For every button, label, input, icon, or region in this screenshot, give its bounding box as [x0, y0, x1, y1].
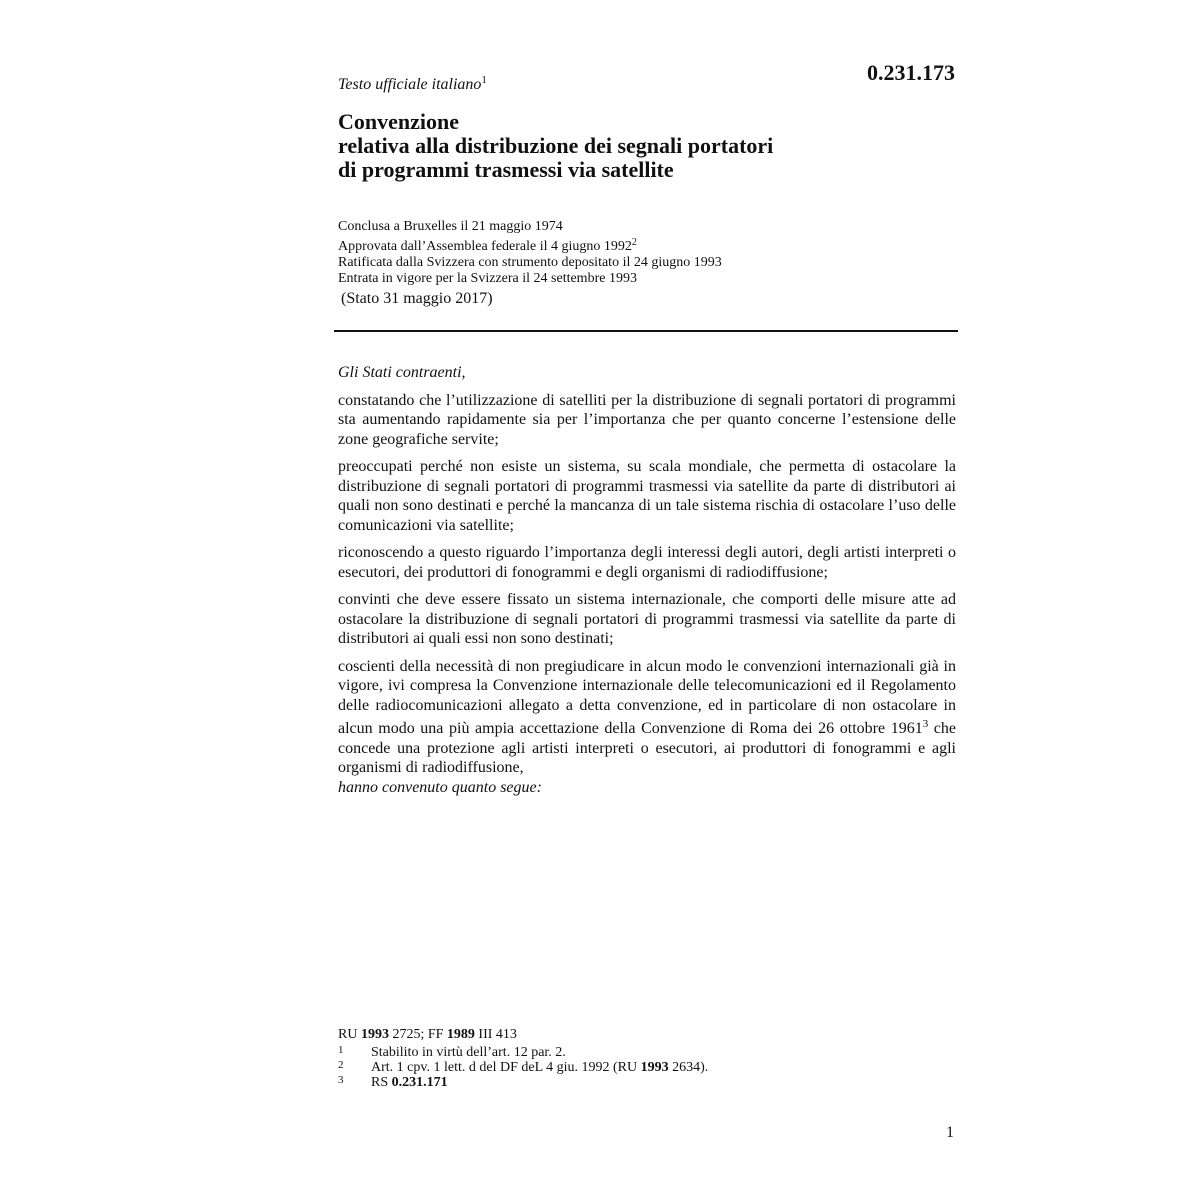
meta-concluded: Conclusa a Bruxelles il 21 maggio 1974 — [338, 219, 563, 234]
ref-ff-year: 1989 — [446, 1027, 475, 1042]
paragraph-5-part-b: che concede una protezione agli artisti interpreti o esecutori, ai produttori di fonogrammi e agli organismi di radiodiffusione, — [338, 720, 957, 776]
document-metadata — [338, 219, 722, 287]
footnote-number: 1 — [338, 1044, 344, 1056]
header-label — [338, 74, 487, 94]
meta-ratified: Ratificata dalla Svizzera con strumento depositato il 24 giugno 1993 — [338, 255, 722, 270]
ref-ru-rest: 2725; FF — [388, 1027, 447, 1042]
footnote-text-a: Art. 1 cpv. 1 lett. d del DF deL 4 giu. 1992 (RU — [371, 1060, 641, 1075]
preamble-paragraph-4: convinti che deve essere fissato un sistema internazionale, che comporti delle misure atte ad ostacolare la distribuzione di segnali portatori di programmi trasmessi via satellite da parte di distributori ai quali essi non sono destinati; — [338, 591, 956, 647]
ref-ru-year: 1993 — [360, 1027, 389, 1042]
footnote-ref-1: 1 — [481, 74, 487, 86]
footnote-number: 2 — [338, 1059, 344, 1071]
official-references — [338, 1027, 708, 1042]
title-line-1: Convenzione — [338, 109, 459, 134]
preamble-closing: hanno convenuto quanto segue: — [338, 778, 542, 796]
preamble-intro: Gli Stati contraenti, — [338, 364, 466, 381]
title-line-2: relativa alla distribuzione dei segnali portatori — [338, 133, 774, 158]
footnote-2 — [338, 1060, 708, 1075]
footnote-1 — [338, 1045, 708, 1060]
meta-approved — [338, 235, 722, 255]
footnote-text — [371, 1060, 708, 1075]
document-title — [338, 110, 773, 182]
ref-ru-label: RU — [338, 1027, 361, 1042]
footnote-text-bold: 0.231.171 — [391, 1075, 448, 1090]
preamble-paragraph-2: preoccupati perché non esiste un sistema, su scala mondiale, che permetta di ostacolare la distribuzione di segnali portatori di programmi trasmessi via satellite da parte di distributori ai quali non sono destinati e perché la mancanza di un tale sistema rischia di ostacolare l’uso delle comunicazioni via satellite; — [338, 458, 956, 534]
title-line-3: di programmi trasmessi via satellite — [338, 157, 674, 182]
status-date: (Stato 31 maggio 2017) — [341, 290, 493, 307]
meta-approved-text: Approvata dall’Assemblea federale il 4 giugno 1992 — [338, 239, 632, 254]
ref-ff-rest: III 413 — [474, 1027, 517, 1042]
preamble-paragraph-3: riconoscendo a questo riguardo l’importanza degli interessi degli autori, degli artisti interpreti o esecutori, dei produttori di fonogrammi e degli organismi di radiodiffusione; — [338, 544, 956, 581]
paragraph-5-part-a: coscienti della necessità di non pregiudicare in alcun modo le convenzioni internazionali già in vigore, ivi compresa la Convenzione internazionale delle telecomunicazioni ed il Regolamento delle radiocomunicazioni allegato a detta convenzione, ed in particolare di non ostacolare in alcun modo una più ampia accettazione della Convenzione di Roma dei 26 ottobre 1961 — [338, 657, 956, 737]
preamble-paragraph-1: constatando che l’utilizzazione di satelliti per la distribuzione di segnali portatori di programmi sta aumentando rapidamente sia per l’importanza che per quanto concerne l’estensione delle zone geografiche servite; — [338, 391, 956, 448]
footnote-text: Stabilito in virtù dell’art. 12 par. 2. — [371, 1045, 566, 1060]
footnote-text-b: 2634). — [668, 1060, 709, 1075]
preamble-paragraph-5 — [338, 657, 956, 778]
header-divider — [334, 330, 958, 332]
footnote-text — [371, 1075, 448, 1090]
header-label-text: Testo ufficiale italiano — [338, 76, 482, 93]
footnote-number: 3 — [338, 1074, 344, 1086]
document-number: 0.231.173 — [867, 60, 955, 85]
footnote-3 — [338, 1075, 708, 1090]
footnote-ref-3: 3 — [922, 718, 929, 730]
footnotes — [338, 1027, 708, 1090]
footnote-text-a: RS — [371, 1075, 392, 1090]
footnote-ref-2: 2 — [631, 237, 637, 248]
meta-entry: Entrata in vigore per la Svizzera il 24 settembre 1993 — [338, 271, 637, 286]
page-number: 1 — [946, 1124, 954, 1141]
preamble — [338, 363, 956, 805]
footnote-text-bold: 1993 — [640, 1060, 669, 1075]
